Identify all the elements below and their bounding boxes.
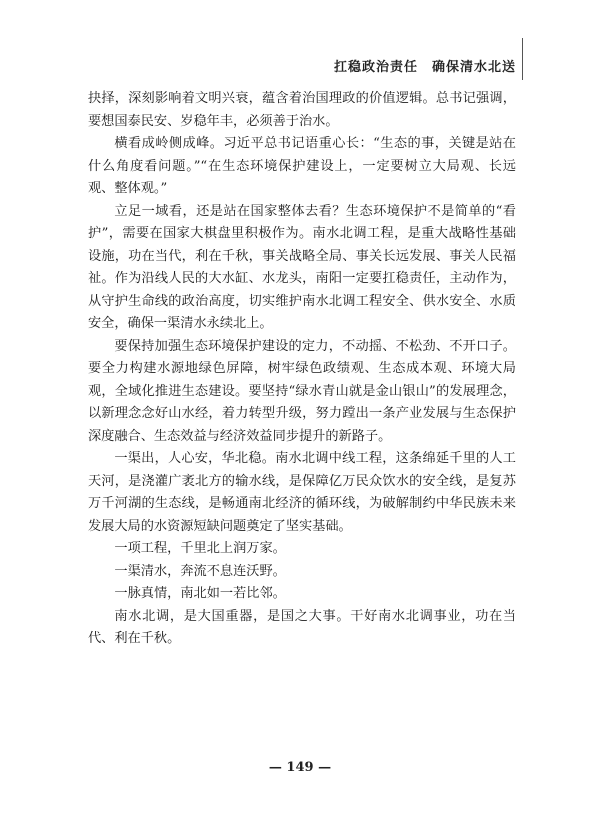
paragraph: 一渠出，人心安，华北稳。南水北调中线工程，这条绵延千里的人工天河，是浇灌广袤北方的输水线，是保障亿万民众饮水的安全线，是复苏万千河湖的生态线，是畅通南北经济的循环线，为破解制约中华民族未来发展大局的水资源短缺问题奠定了坚实基础。: [88, 451, 516, 534]
running-header-left: 扛稳政治责任: [333, 60, 418, 75]
paragraph-continued: 抉择，深刻影响着文明兴衰，蕴含着治国理政的价值逻辑。总书记强调，要想国泰民安、岁稳年丰，必须善于治水。: [88, 91, 516, 129]
verse-line: 一脉真情，南北如一若比邻。: [114, 586, 286, 601]
paragraph: 南水北调，是大国重器，是国之大事。干好南水北调事业，功在当代、利在千秋。: [88, 608, 516, 646]
paragraph: 要保持加强生态环境保护建设的定力，不动摇、不松劲、不开口子。要全力构建水源地绿色屏障，树牢绿色政绩观、生态成本观、环境大局观，全域化推进生态建设。要坚持“绿水青山就是金山银山”的发展理念，以新理念念好山水经，着力转型升级，努力蹚出一条产业发展与生态保护深度融合、生态效益与经济效益同步提升的新路子。: [88, 338, 516, 444]
paragraph: 横看成岭侧成峰。习近平总书记语重心长：“生态的事，关键是站在什么角度看问题。”“在生态环境保护建设上，一定要树立大局观、长远观、整体观。”: [88, 136, 516, 196]
verse-line: 一渠清水，奔流不息连沃野。: [114, 563, 286, 579]
paragraph: 立足一域看，还是站在国家整体去看？生态环境保护不是简单的“看护”，需要在国家大棋盘里积极作为。南水北调工程，是重大战略性基础设施，功在当代，利在千秋，事关战略全局、事关长远发展、事关人民福祉。作为沿线人民的大水缸、水龙头，南阳一定要扛稳责任，主动作为，从守护生命线的政治高度，切实维护南水北调工程安全、供水安全、水质安全，确保一渠清水永续北上。: [88, 203, 516, 331]
page-number: — 149 —: [268, 760, 332, 775]
body-text: [88, 88, 516, 651]
verse-line: 一项工程，千里北上润万家。: [114, 541, 286, 556]
header-vertical-rule: [522, 38, 523, 80]
running-header: [334, 56, 516, 75]
running-header-right: 确保清水北送: [431, 60, 516, 75]
